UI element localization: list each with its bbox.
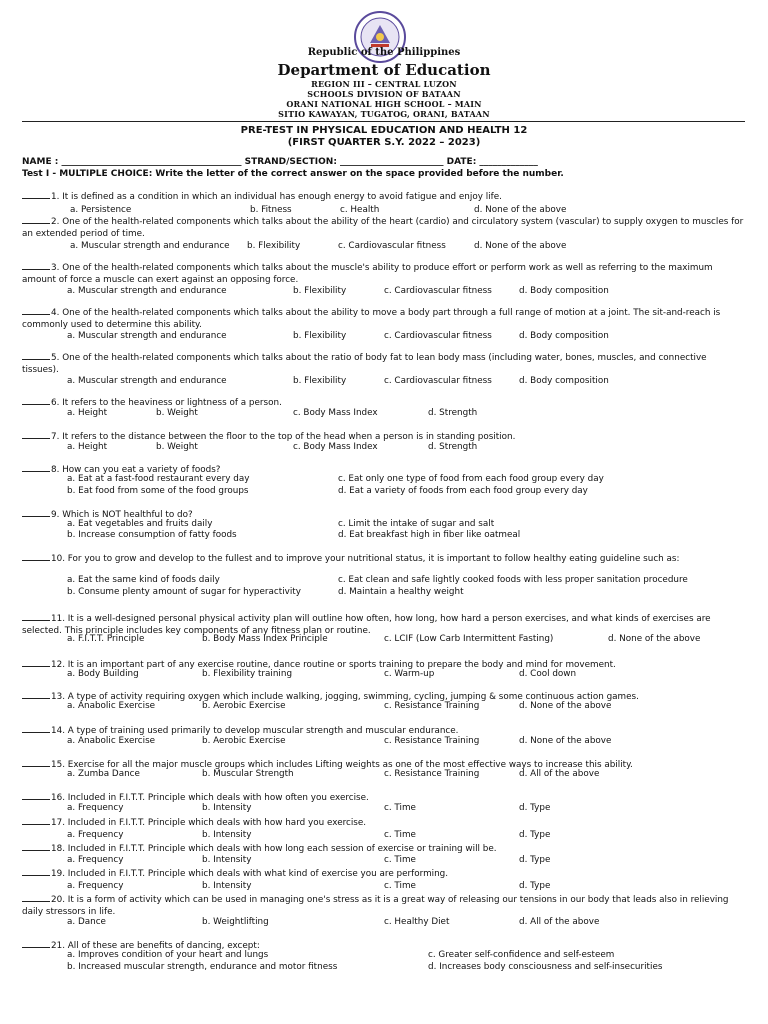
choice-19-d: d. Type: [519, 881, 551, 891]
choice-15-d: d. All of the above: [519, 769, 600, 779]
answer-blank[interactable]: [22, 508, 50, 517]
choice-7-a: a. Height: [67, 442, 108, 452]
choice-14-d: d. None of the above: [519, 736, 612, 746]
choice-10-b: c. Eat clean and safe lightly cooked foods with less proper sanitation procedure: [338, 575, 688, 585]
choice-14-c: c. Resistance Training: [384, 736, 480, 746]
question-text: 20. It is a form of activity which can be used in managing one's stress as it is a great way of releasing our tensions in our body that leads also in relieving daily stressors in life.: [22, 895, 729, 917]
address-line: SITIO KAWAYAN, TUGATOG, ORANI, BATAAN: [278, 109, 490, 119]
choice-4-a: a. Muscular strength and endurance: [67, 331, 227, 341]
choice-6-d: d. Strength: [428, 408, 478, 418]
question-4: [22, 306, 744, 331]
choice-11-a: a. F.I.T.T. Principle: [67, 634, 145, 644]
choice-17-a: a. Frequency: [67, 830, 124, 840]
choice-21-a: a. Improves condition of your heart and lungs: [67, 950, 269, 960]
choice-18-c: c. Time: [384, 855, 416, 865]
choice-12-d: d. Cool down: [519, 669, 577, 679]
choice-19-a: a. Frequency: [67, 881, 124, 891]
question-3: [22, 261, 744, 286]
choice-7-d: d. Strength: [428, 442, 478, 452]
question-text: 9. Which is NOT healthful to do?: [51, 510, 193, 520]
choice-3-c: c. Cardiovascular fitness: [384, 286, 492, 296]
choice-20-b: b. Weightlifting: [202, 917, 269, 927]
answer-blank[interactable]: [22, 724, 50, 733]
choice-8-a: a. Eat at a fast-food restaurant every day: [67, 474, 250, 484]
question-text: 4. One of the health-related components which talks about the ability to move a body part through a full range of motion at a joint. The sit-and-reach is commonly used to determine this ability.: [22, 308, 721, 330]
choice-8-b: c. Eat only one type of food from each food group every day: [338, 474, 604, 484]
choice-20-a: a. Dance: [67, 917, 106, 927]
choice-1-b: b. Fitness: [250, 205, 292, 215]
republic-heading: Republic of the Philippines: [307, 47, 461, 58]
name-strand-date-fields[interactable]: NAME : ________________________________________ STRAND/SECTION: _______________________ DATE: _____________: [22, 157, 538, 167]
question-text: 17. Included in F.I.T.T. Principle which deals with how hard you exercise.: [51, 818, 367, 828]
choice-4-d: d. Body composition: [519, 331, 609, 341]
choice-18-b: b. Intensity: [202, 855, 252, 865]
choice-9-b: c. Limit the intake of sugar and salt: [338, 519, 495, 529]
choice-7-c: c. Body Mass Index: [293, 442, 378, 452]
header-divider: [22, 121, 745, 122]
choice-12-a: a. Body Building: [67, 669, 139, 679]
answer-blank[interactable]: [22, 306, 50, 315]
answer-blank[interactable]: [22, 791, 50, 800]
answer-blank[interactable]: [22, 463, 50, 472]
choice-21-d: d. Increases body consciousness and self-insecurities: [428, 962, 663, 972]
question-20: [22, 893, 744, 918]
choice-1-c: c. Health: [340, 205, 380, 215]
choice-11-b: b. Body Mass Index Principle: [202, 634, 328, 644]
choice-1-a: a. Persistence: [70, 205, 132, 215]
choice-13-b: b. Aerobic Exercise: [202, 701, 286, 711]
choice-16-a: a. Frequency: [67, 803, 124, 813]
question-text: 14. A type of training used primarily to develop muscular strength and muscular endurance.: [51, 726, 459, 736]
question-text: 16. Included in F.I.T.T. Principle which deals with how often you exercise.: [51, 793, 369, 803]
choice-6-b: b. Weight: [156, 408, 198, 418]
answer-blank[interactable]: [22, 190, 50, 199]
answer-blank[interactable]: [22, 612, 50, 621]
question-text: 5. One of the health-related components which talks about the ratio of body fat to lean body mass (including water, bones, muscles, and connective tissues).: [22, 353, 707, 375]
question-5: [22, 351, 744, 376]
answer-blank[interactable]: [22, 261, 50, 270]
choice-15-b: b. Muscular Strength: [202, 769, 294, 779]
choice-8-c: b. Eat food from some of the food groups: [67, 486, 249, 496]
exam-quarter: (FIRST QUARTER S.Y. 2022 – 2023): [287, 137, 481, 148]
department-heading: Department of Education: [277, 61, 491, 79]
choice-10-a: a. Eat the same kind of foods daily: [67, 575, 220, 585]
choice-8-d: d. Eat a variety of foods from each food group every day: [338, 486, 588, 496]
question-text: 15. Exercise for all the major muscle groups which includes Lifting weights as one of the most effective ways to increase this ability.: [51, 760, 633, 770]
question-2: [22, 215, 744, 240]
choice-5-d: d. Body composition: [519, 376, 609, 386]
choice-13-c: c. Resistance Training: [384, 701, 480, 711]
question-text: 11. It is a well-designed personal physical activity plan will outline how often, how long, how hard a person exercises, and what kinds of exercises are selected. This principle includes key components of any fitness plan or routine.: [22, 614, 711, 636]
question-10: [22, 552, 744, 566]
choice-18-d: d. Type: [519, 855, 551, 865]
choice-2-c: c. Cardiovascular fitness: [338, 241, 446, 251]
choice-6-a: a. Height: [67, 408, 108, 418]
question-text: 21. All of these are benefits of dancing, except:: [51, 941, 260, 951]
choice-16-d: d. Type: [519, 803, 551, 813]
choice-16-c: c. Time: [384, 803, 416, 813]
question-18: [22, 842, 744, 856]
choice-18-a: a. Frequency: [67, 855, 124, 865]
choice-17-b: b. Intensity: [202, 830, 252, 840]
question-17: [22, 816, 744, 830]
choice-12-b: b. Flexibility training: [202, 669, 293, 679]
choice-16-b: b. Intensity: [202, 803, 252, 813]
answer-blank[interactable]: [22, 867, 50, 876]
choice-14-a: a. Anabolic Exercise: [67, 736, 156, 746]
choice-9-d: d. Eat breakfast high in fiber like oatmeal: [338, 530, 521, 540]
question-text: 12. It is an important part of any exercise routine, dance routine or sports training to prepare the body and mind for movement.: [51, 660, 616, 670]
question-text: 19. Included in F.I.T.T. Principle which deals with what kind of exercise you are performing.: [51, 869, 449, 879]
answer-blank[interactable]: [22, 758, 50, 767]
choice-21-c: b. Increased muscular strength, endurance and motor fitness: [67, 962, 338, 972]
question-19: [22, 867, 744, 881]
question-text: 3. One of the health-related components which talks about the muscle's ability to produce effort or perform work as well as referring to the maximum amount of force a muscle can exert against an opposing force.: [22, 263, 713, 285]
question-6: [22, 396, 744, 410]
choice-3-a: a. Muscular strength and endurance: [67, 286, 227, 296]
question-1: [22, 190, 744, 204]
choice-1-d: d. None of the above: [474, 205, 567, 215]
answer-blank[interactable]: [22, 816, 50, 825]
choice-15-c: c. Resistance Training: [384, 769, 480, 779]
answer-blank[interactable]: [22, 658, 50, 667]
choice-13-a: a. Anabolic Exercise: [67, 701, 156, 711]
choice-11-c: c. LCIF (Low Carb Intermittent Fasting): [384, 634, 554, 644]
choice-2-a: a. Muscular strength and endurance: [70, 241, 230, 251]
choice-10-c: b. Consume plenty amount of sugar for hyperactivity: [67, 587, 301, 597]
answer-blank[interactable]: [22, 939, 50, 948]
choice-9-a: a. Eat vegetables and fruits daily: [67, 519, 213, 529]
choice-17-d: d. Type: [519, 830, 551, 840]
choice-5-a: a. Muscular strength and endurance: [67, 376, 227, 386]
test-instructions: Test I - MULTIPLE CHOICE: Write the letter of the correct answer on the space provided before the number.: [22, 169, 564, 179]
answer-blank[interactable]: [22, 396, 50, 405]
answer-blank[interactable]: [22, 893, 50, 902]
answer-blank[interactable]: [22, 552, 50, 561]
choice-5-b: b. Flexibility: [293, 376, 347, 386]
exam-title: PRE-TEST IN PHYSICAL EDUCATION AND HEALTH 12: [240, 125, 528, 136]
question-text: 2. One of the health-related components which talks about the ability of the heart (cardio) and circulatory system (vascular) to supply oxygen to muscles for an extended period of time.: [22, 217, 744, 239]
school-line: ORANI NATIONAL HIGH SCHOOL – MAIN: [286, 99, 482, 109]
division-line: SCHOOLS DIVISION OF BATAAN: [307, 89, 461, 99]
question-text: 8. How can you eat a variety of foods?: [51, 465, 221, 475]
answer-blank[interactable]: [22, 430, 50, 439]
answer-blank[interactable]: [22, 351, 50, 360]
choice-5-c: c. Cardiovascular fitness: [384, 376, 492, 386]
choice-21-b: c. Greater self-confidence and self-esteem: [428, 950, 615, 960]
question-text: 7. It refers to the distance between the floor to the top of the head when a person is in standing position.: [51, 432, 516, 442]
choice-20-d: d. All of the above: [519, 917, 600, 927]
choice-4-b: b. Flexibility: [293, 331, 347, 341]
choice-6-c: c. Body Mass Index: [293, 408, 378, 418]
choice-13-d: d. None of the above: [519, 701, 612, 711]
choice-12-c: c. Warm-up: [384, 669, 435, 679]
answer-blank[interactable]: [22, 842, 50, 851]
choice-19-c: c. Time: [384, 881, 416, 891]
choice-2-b: b. Flexibility: [247, 241, 301, 251]
choice-4-c: c. Cardiovascular fitness: [384, 331, 492, 341]
choice-14-b: b. Aerobic Exercise: [202, 736, 286, 746]
choice-3-d: d. Body composition: [519, 286, 609, 296]
question-text: 13. A type of activity requiring oxygen which include walking, jogging, swimming, cycling, jumping & some continuous action games.: [51, 692, 639, 702]
choice-9-c: b. Increase consumption of fatty foods: [67, 530, 237, 540]
choice-3-b: b. Flexibility: [293, 286, 347, 296]
choice-20-c: c. Healthy Diet: [384, 917, 450, 927]
question-text: 18. Included in F.I.T.T. Principle which deals with how long each session of exercise or training will be.: [51, 844, 497, 854]
choice-10-d: d. Maintain a healthy weight: [338, 587, 464, 597]
choice-17-c: c. Time: [384, 830, 416, 840]
choice-7-b: b. Weight: [156, 442, 198, 452]
region-line: REGION III – CENTRAL LUZON: [311, 79, 457, 89]
answer-blank[interactable]: [22, 215, 50, 224]
question-text: 6. It refers to the heaviness or lightness of a person.: [51, 398, 282, 408]
choice-2-d: d. None of the above: [474, 241, 567, 251]
question-text: 10. For you to grow and develop to the fullest and to improve your nutritional status, it is important to follow healthy eating guideline such as:: [51, 554, 680, 564]
question-text: 1. It is defined as a condition in which an individual has enough energy to avoid fatigue and enjoy life.: [51, 192, 502, 202]
question-16: [22, 791, 744, 805]
answer-blank[interactable]: [22, 690, 50, 699]
choice-15-a: a. Zumba Dance: [67, 769, 140, 779]
choice-19-b: b. Intensity: [202, 881, 252, 891]
choice-11-d: d. None of the above: [608, 634, 701, 644]
question-7: [22, 430, 744, 444]
